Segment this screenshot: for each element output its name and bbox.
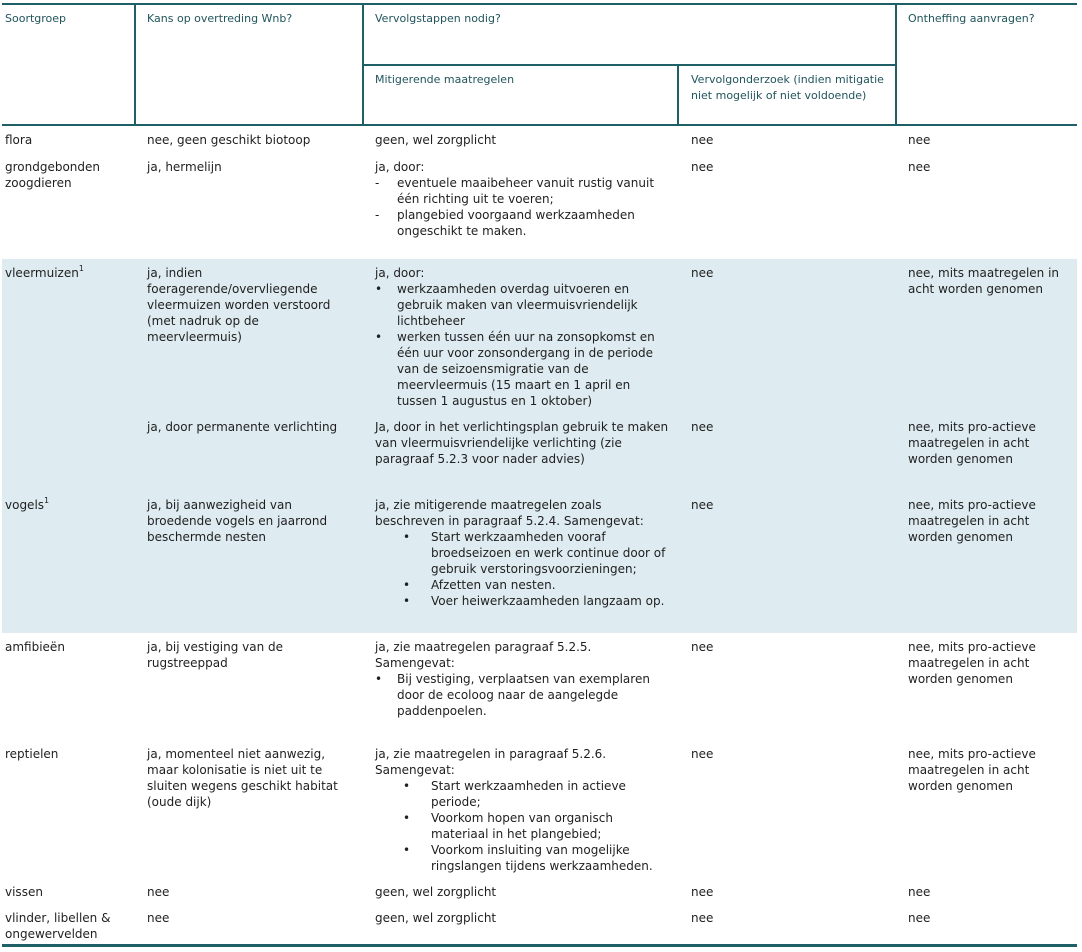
- row-grondgebonden-vervolg: nee: [691, 160, 714, 174]
- header-mitigerend: Mitigerende maatregelen: [375, 73, 515, 86]
- row-reptielen-vervolg: nee: [691, 747, 714, 761]
- list-item: • Voer heiwerkzaamheden langzaam op.: [375, 593, 670, 609]
- row-vogels-group: [5, 497, 130, 513]
- row-vissen-vervolg: nee: [691, 885, 714, 899]
- row-vogels-onth: nee, mits pro-actieve maatregelen in acht worden genomen: [908, 498, 1036, 544]
- row-vissen-onth: nee: [908, 885, 931, 899]
- group-label: vogels: [5, 498, 45, 512]
- mitig-list: [375, 778, 665, 874]
- row-amfibieen-mitig: [375, 639, 665, 719]
- table-top-rule: [2, 3, 1077, 5]
- mitig-list: [375, 671, 665, 719]
- row-vissen-mitig: geen, wel zorgplicht: [375, 885, 497, 899]
- row-amfibieen-group: amfibieën: [5, 640, 65, 654]
- row-vissen-group: vissen: [5, 885, 43, 899]
- row-grondgebonden-group: grondgebonden zoogdieren: [5, 160, 101, 190]
- list-item: • Bij vestiging, verplaatsen van exemplaren door de ecoloog naar de aangelegde paddenpoelen.: [375, 671, 665, 719]
- header-kans: Kans op overtreding Wnb?: [147, 12, 293, 25]
- row-vleermuizen-onth-2: nee, mits pro-actieve maatregelen in acht worden genomen: [908, 420, 1036, 466]
- header-bottom-rule: [2, 124, 1077, 126]
- row-grondgebonden-mitig: [375, 159, 665, 239]
- mitig-intro: ja, zie maatregelen paragraaf 5.2.5. Samengevat:: [375, 640, 592, 670]
- row-vleermuizen-vervolg-2: nee: [691, 420, 714, 434]
- mitig-intro: ja, zie mitigerende maatregelen zoals beschreven in paragraaf 5.2.4. Samengevat:: [375, 498, 644, 528]
- list-item: • werken tussen één uur na zonsopkomst en één uur voor zonsondergang in de periode van de seizoensmigratie van de meervleermuis (15 maart en 1 april en tussen 1 augustus en 1 oktober): [375, 329, 670, 409]
- footnote-marker: 1: [44, 496, 50, 505]
- row-vogels-kans: ja, bij aanwezigheid van broedende vogels en jaarrond beschermde nesten: [147, 498, 328, 544]
- row-vleermuizen-group: [5, 265, 130, 281]
- mitig-intro: ja, door:: [375, 266, 425, 280]
- row-flora-vervolg: nee: [691, 133, 714, 147]
- row-amfibieen-vervolg: nee: [691, 640, 714, 654]
- row-reptielen-group: reptielen: [5, 747, 59, 761]
- row-grondgebonden-onth: nee: [908, 160, 931, 174]
- row-vleermuizen-kans-2: ja, door permanente verlichting: [147, 420, 338, 434]
- header-soortgroep: Soortgroep: [5, 12, 67, 25]
- row-reptielen-mitig: [375, 746, 665, 874]
- row-reptielen-onth: nee, mits pro-actieve maatregelen in acht worden genomen: [908, 747, 1036, 793]
- mitig-list: [375, 281, 670, 409]
- list-item: • Afzetten van nesten.: [375, 577, 670, 593]
- list-item: • Voorkom insluiting van mogelijke ringslangen tijdens werkzaamheden.: [375, 842, 665, 874]
- row-vlinder-group: vlinder, libellen & ongewervelden: [5, 911, 111, 941]
- row-vogels-mitig: [375, 497, 670, 609]
- row-vleermuizen-mitig-2: Ja, door in het verlichtingsplan gebruik te maken van vleermuisvriendelijke verlichting (zie paragraaf 5.2.3 voor nader advies): [375, 420, 669, 466]
- list-item: • Start werkzaamheden vooraf broedseizoen en werk continue door of gebruik verstoringsvoorzieningen;: [375, 529, 670, 577]
- list-item: • werkzaamheden overdag uitvoeren en gebruik maken van vleermuisvriendelijk lichtbeheer: [375, 281, 670, 329]
- mitig-intro: ja, door:: [375, 160, 425, 174]
- row-vogels-vervolg: nee: [691, 498, 714, 512]
- header-divider-2: [362, 4, 364, 125]
- row-vlinder-mitig: geen, wel zorgplicht: [375, 911, 497, 925]
- group-label: vleermuizen: [5, 266, 79, 280]
- list-item: - plangebied voorgaand werkzaamheden ongeschikt te maken.: [375, 207, 665, 239]
- header-vervolgstappen: Vervolgstappen nodig?: [375, 12, 501, 25]
- header-ontheffing: Ontheffing aanvragen?: [908, 12, 1035, 25]
- row-vleermuizen-onth: nee, mits maatregelen in acht worden genomen: [908, 266, 1060, 296]
- row-vissen-kans: nee: [147, 885, 170, 899]
- mitig-list: [375, 175, 665, 239]
- row-amfibieen-onth: nee, mits pro-actieve maatregelen in acht worden genomen: [908, 640, 1036, 686]
- header-divider-1: [134, 4, 136, 125]
- row-flora-group: flora: [5, 133, 33, 147]
- row-vlinder-kans: nee: [147, 911, 170, 925]
- header-vervolgonderzoek: Vervolgonderzoek (indien mitigatie niet mogelijk of niet voldoende): [691, 73, 884, 102]
- row-vleermuizen-mitig: [375, 265, 670, 409]
- list-item: • Start werkzaamheden in actieve periode;: [375, 778, 665, 810]
- species-assessment-table: [2, 0, 1077, 952]
- row-amfibieen-kans: ja, bij vestiging van de rugstreeppad: [147, 640, 284, 670]
- row-flora-kans: nee, geen geschikt biotoop: [147, 133, 311, 147]
- row-reptielen-kans: ja, momenteel niet aanwezig, maar kolonisatie is niet uit te sluiten wegens geschikt habitat (oude dijk): [147, 747, 338, 809]
- row-flora-onth: nee: [908, 133, 931, 147]
- header-divider-3: [677, 65, 679, 125]
- row-vlinder-onth: nee: [908, 911, 931, 925]
- row-vleermuizen-kans: ja, indien foeragerende/overvliegende vleermuizen worden verstoord (met nadruk op de meervleermuis): [147, 266, 331, 344]
- list-item: • Voorkom hopen van organisch materiaal in het plangebied;: [375, 810, 665, 842]
- row-flora-mitig: geen, wel zorgplicht: [375, 133, 497, 147]
- subheader-rule: [362, 64, 895, 66]
- table-bottom-rule: [2, 944, 1077, 947]
- row-vleermuizen-vervolg: nee: [691, 266, 714, 280]
- footnote-marker: 1: [78, 264, 84, 273]
- row-vlinder-vervolg: nee: [691, 911, 714, 925]
- header-divider-4: [895, 4, 897, 125]
- mitig-list: [375, 529, 670, 609]
- list-item: - eventuele maaibeheer vanuit rustig vanuit één richting uit te voeren;: [375, 175, 665, 207]
- mitig-intro: ja, zie maatregelen in paragraaf 5.2.6. Samengevat:: [375, 747, 607, 777]
- row-grondgebonden-kans: ja, hermelijn: [147, 160, 222, 174]
